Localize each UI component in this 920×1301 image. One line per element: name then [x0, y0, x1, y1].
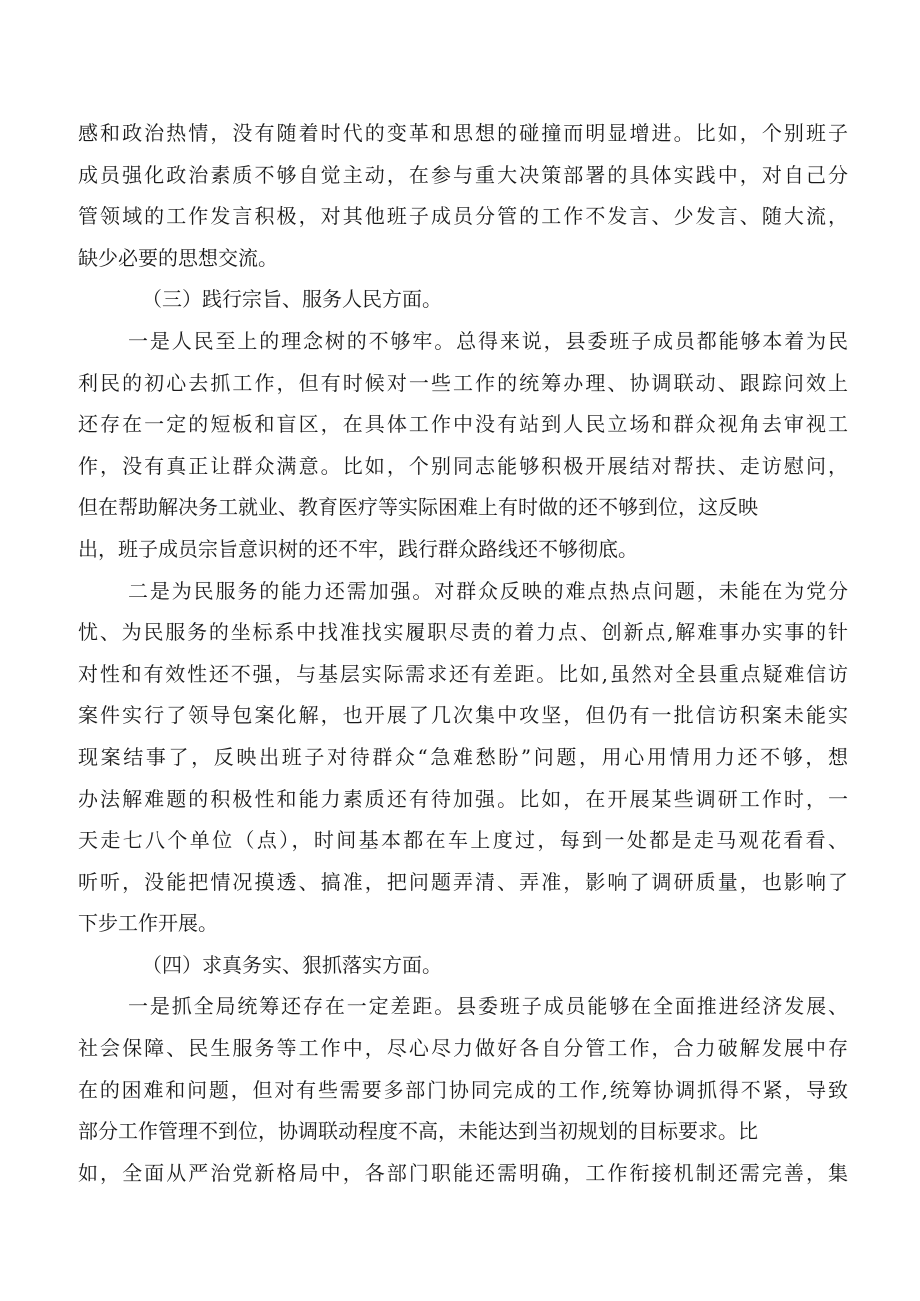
text-line: 办法解难题的积极性和能力素质还有待加强。比如，在开展某些调研工作时，一 — [78, 786, 848, 811]
text-line: 社会保障、民生服务等工作中，尽心尽力做好各自分管工作，合力破解发展中存 — [78, 1036, 848, 1061]
text-line: 听听，没能把情况摸透、搞准，把问题弄清、弄准，影响了调研质量，也影响了 — [78, 869, 848, 894]
text-line: 天走七八个单位（点），时间基本都在车上度过，每到一处都是走马观花看看、 — [78, 828, 848, 853]
text-line: 管领域的工作发言积极，对其他班子成员分管的工作不发言、少发言、随大流， — [78, 204, 848, 229]
document-body — [78, 113, 848, 1194]
text-line: 利民的初心去抓工作，但有时候对一些工作的统筹办理、协调联动、跟踪问效上 — [78, 370, 848, 395]
text-line: 感和政治热情，没有随着时代的变革和思想的碰撞而明显增进。比如，个别班子 — [78, 121, 848, 145]
section-heading: （四）求真务实、狠抓落实方面。 — [142, 952, 442, 977]
text-line: 一是抓全局统筹还存在一定差距。县委班子成员能够在全面推进经济发展、 — [128, 994, 848, 1019]
text-line: 部分工作管理不到位，协调联动程度不高，未能达到当初规划的目标要求。比 — [78, 1119, 758, 1144]
text-line: 如，全面从严治党新格局中，各部门职能还需明确，工作衔接机制还需完善，集 — [78, 1160, 848, 1185]
text-line: 二是为民服务的能力还需加强。对群众反映的难点热点问题，未能在为党分 — [128, 578, 848, 603]
text-line: 成员强化政治素质不够自觉主动，在参与重大决策部署的具体实践中，对自己分 — [78, 162, 848, 187]
text-line: 出，班子成员宗旨意识树的还不牢，践行群众路线还不够彻底。 — [78, 536, 638, 561]
text-line: 作，没有真正让群众满意。比如，个别同志能够积极开展结对帮扶、走访慰问， — [78, 453, 848, 478]
text-line: 对性和有效性还不强，与基层实际需求还有差距。比如,虽然对全县重点疑难信访 — [78, 661, 848, 686]
text-line: 还存在一定的短板和盲区，在具体工作中没有站到人民立场和群众视角去审视工 — [78, 412, 848, 437]
text-line: 在的困难和问题，但对有些需要多部门协同完成的工作,统筹协调抓得不紧，导致 — [78, 1077, 848, 1102]
text-line: 案件实行了领导包案化解，也开展了几次集中攻坚，但仍有一批信访积案未能实 — [78, 703, 848, 728]
text-line: 一是人民至上的理念树的不够牢。总得来说，县委班子成员都能够本着为民 — [128, 328, 848, 353]
text-line: 现案结事了，反映出班子对待群众“急难愁盼”问题，用心用情用力还不够，想 — [78, 744, 848, 769]
text-line: 下步工作开展。 — [78, 911, 218, 936]
section-heading: （三）践行宗旨、服务人民方面。 — [142, 287, 442, 312]
text-line: 忧、为民服务的坐标系中找准找实履职尽责的着力点、创新点,解难事办实事的针 — [78, 620, 848, 645]
text-line: 但在帮助解决务工就业、教育医疗等实际困难上有时做的还不够到位，这反映 — [78, 495, 758, 520]
text-line: 缺少必要的思想交流。 — [78, 245, 278, 270]
